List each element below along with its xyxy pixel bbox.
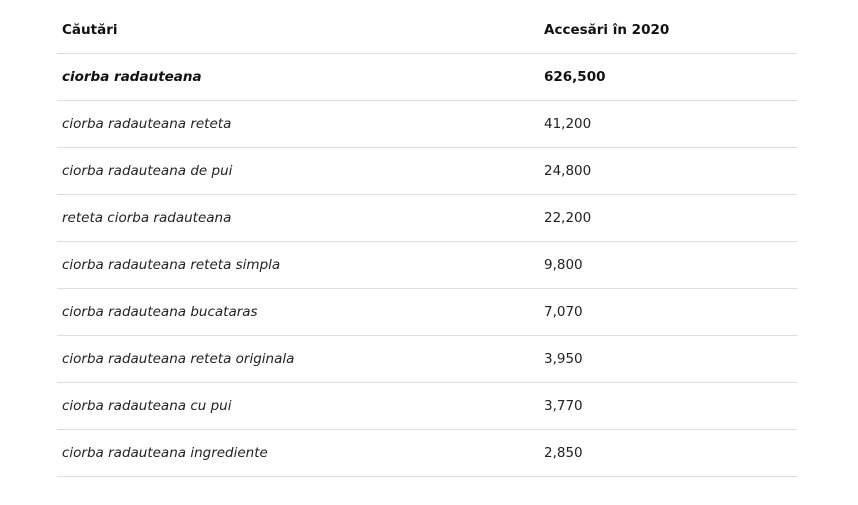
visit-count: 24,800	[539, 148, 797, 195]
search-stats-table-container	[57, 7, 797, 477]
search-term: ciorba radauteana bucataras	[57, 289, 539, 336]
table-row	[57, 383, 797, 430]
visit-count: 2,850	[539, 430, 797, 477]
table-row	[57, 430, 797, 477]
search-term: ciorba radauteana ingrediente	[57, 430, 539, 477]
search-stats-table	[57, 7, 797, 477]
table-row	[57, 101, 797, 148]
table-row	[57, 54, 797, 101]
search-term: ciorba radauteana cu pui	[57, 383, 539, 430]
table-row	[57, 148, 797, 195]
search-term: ciorba radauteana reteta	[57, 101, 539, 148]
table-body	[57, 54, 797, 477]
visit-count: 626,500	[539, 54, 797, 101]
table-row	[57, 195, 797, 242]
search-term: ciorba radauteana reteta originala	[57, 336, 539, 383]
header-visits-2020: Accesări în 2020	[539, 7, 797, 54]
header-row	[57, 7, 797, 54]
visit-count: 41,200	[539, 101, 797, 148]
visit-count: 7,070	[539, 289, 797, 336]
visit-count: 22,200	[539, 195, 797, 242]
table-row	[57, 242, 797, 289]
search-term: ciorba radauteana	[57, 54, 539, 101]
table-header	[57, 7, 797, 54]
table-row	[57, 336, 797, 383]
header-searches: Căutări	[57, 7, 539, 54]
visit-count: 3,950	[539, 336, 797, 383]
search-term: ciorba radauteana reteta simpla	[57, 242, 539, 289]
visit-count: 3,770	[539, 383, 797, 430]
table-row	[57, 289, 797, 336]
visit-count: 9,800	[539, 242, 797, 289]
search-term: reteta ciorba radauteana	[57, 195, 539, 242]
search-term: ciorba radauteana de pui	[57, 148, 539, 195]
